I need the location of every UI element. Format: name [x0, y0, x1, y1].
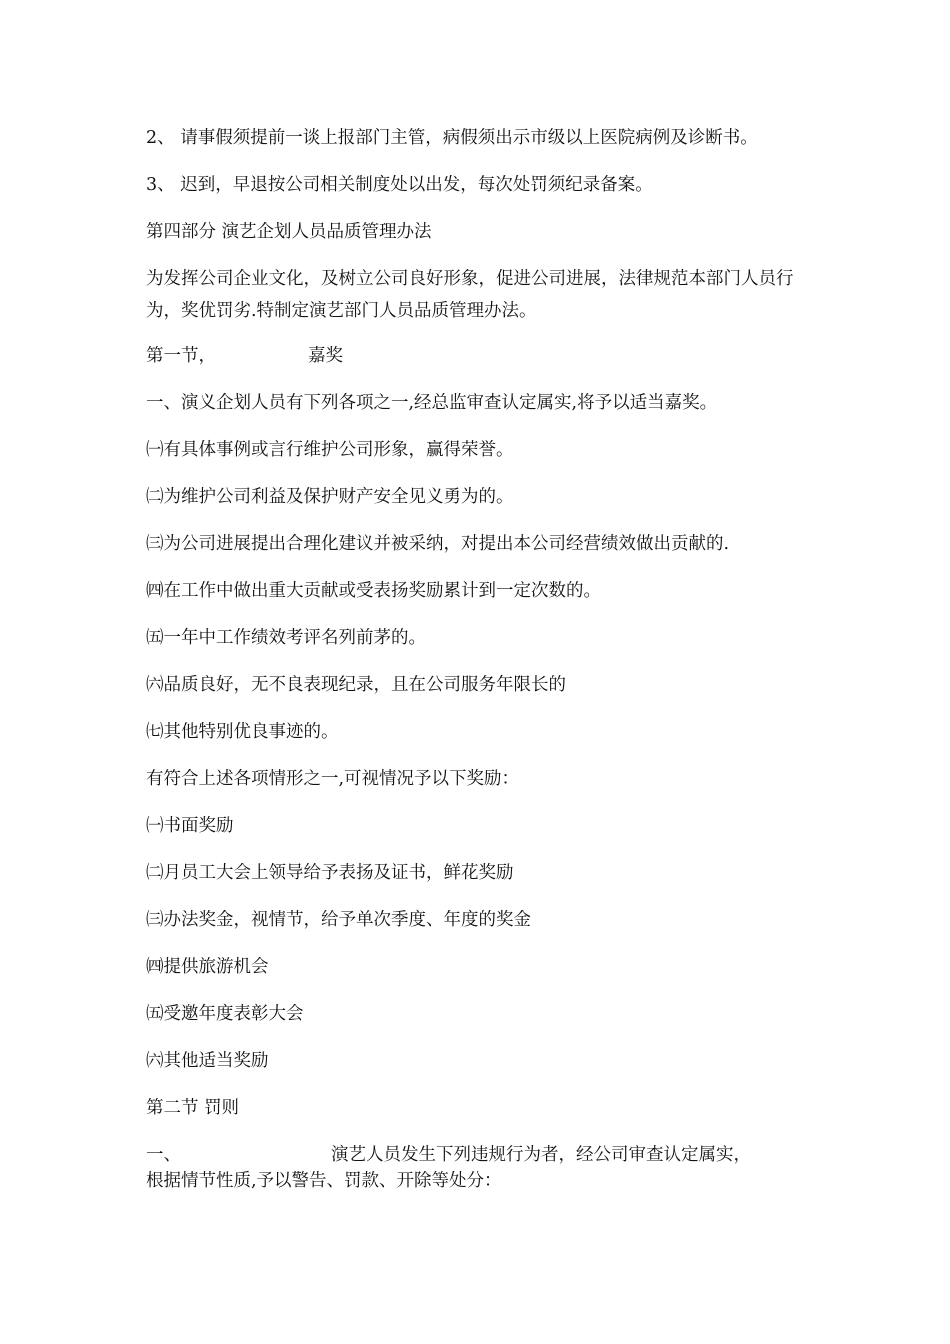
- paragraph-lateness: 3、 迟到，早退按公司相关制度处以出发，每次处罚须纪录备案。: [146, 175, 653, 195]
- paragraph-sick-leave: 2、 请事假须提前一谈上报部门主管，病假须出示市级以上医院病例及诊断书。: [146, 128, 758, 148]
- reward-item: ㈠书面奖励: [146, 816, 234, 836]
- section-two-heading: 第二节 罚则: [146, 1098, 240, 1118]
- merit-item: ㈦其他特别优良事迹的。: [146, 722, 339, 742]
- reward-item: ㈤受邀年度表彰大会: [146, 1004, 304, 1024]
- penalty-intro-text: 演艺人员发生下列违规行为者，经公司审查认定属实，: [331, 1145, 751, 1165]
- paragraph-penalty-intro-line2: 根据情节性质,予以警告、罚款、开除等处分：: [146, 1171, 502, 1191]
- paragraph-merit-intro: 一、演义企划人员有下列各项之一,经总监审查认定属实,将予以适当嘉奖。: [146, 393, 718, 413]
- merit-item: ㈡为维护公司利益及保护财产安全见义勇为的。: [146, 487, 514, 507]
- penalty-prefix: 一、: [146, 1145, 181, 1165]
- paragraph-purpose: 为发挥公司企业文化，及树立公司良好形象，促进公司进展，法律规范本部门人员行为，奖优罚劣.特制定演艺部门人员品质管理办法。: [146, 269, 794, 321]
- reward-item: ㈢办法奖金，视情节，给予单次季度、年度的奖金: [146, 910, 531, 930]
- merit-item: ㈣在工作中做出重大贡献或受表扬奖励累计到一定次数的。: [146, 581, 601, 601]
- merit-item: ㈥品质良好，无不良表现纪录，且在公司服务年限长的: [146, 675, 566, 695]
- section-one-title: 嘉奖: [308, 346, 343, 366]
- merit-item: ㈠有具体事例或言行维护公司形象，赢得荣誉。: [146, 440, 514, 460]
- section-one-prefix: 第一节，: [146, 346, 216, 366]
- part-four-heading: 第四部分 演艺企划人员品质管理办法: [146, 222, 432, 242]
- reward-item: ㈣提供旅游机会: [146, 957, 269, 977]
- reward-item: ㈥其他适当奖励: [146, 1051, 269, 1071]
- merit-item: ㈤一年中工作绩效考评名列前茅的。: [146, 628, 426, 648]
- merit-item: ㈢为公司进展提出合理化建议并被采纳，对提出本公司经营绩效做出贡献的.: [146, 534, 730, 554]
- section-one-heading: [146, 340, 816, 372]
- paragraph-reward-intro: 有符合上述各项情形之一,可视情况予以下奖励：: [146, 769, 520, 789]
- reward-item: ㈡月员工大会上领导给予表扬及证书，鲜花奖励: [146, 863, 514, 883]
